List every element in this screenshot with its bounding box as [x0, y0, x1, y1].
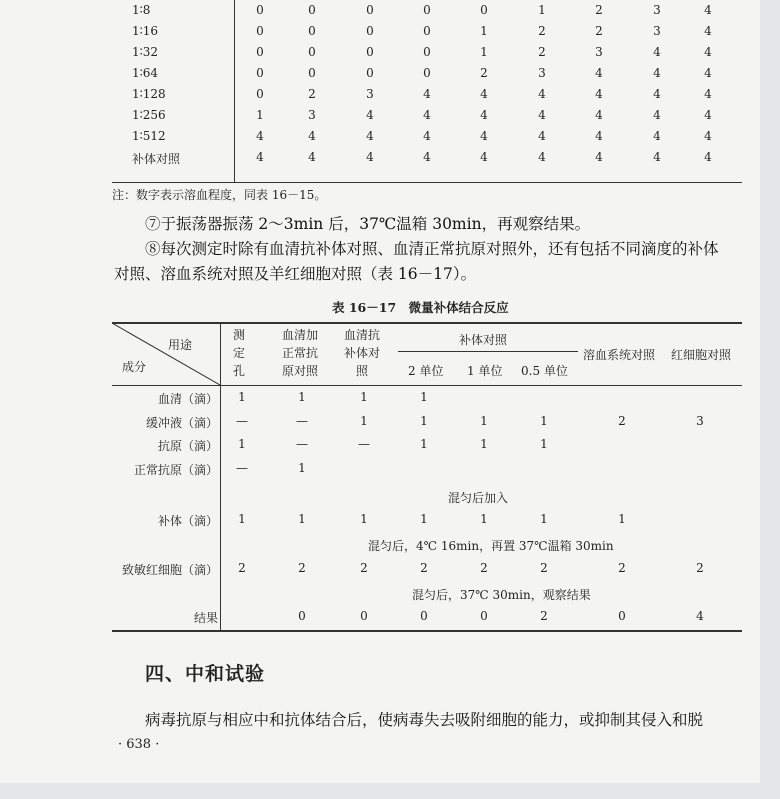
table-cell: 4	[704, 87, 712, 101]
row-label: 缓冲液（滴）	[145, 416, 218, 430]
table-cell: 3	[653, 24, 661, 38]
col-header-test-well: 测 定 孔	[233, 328, 246, 378]
table-cell: —	[236, 414, 248, 428]
paragraph-neutralization: 病毒抗原与相应中和抗体结合后，使病毒失去吸附细胞的能力，或抑制其侵入和脱	[145, 711, 704, 729]
table-cell: 0	[423, 24, 431, 38]
row-label: 补体对照	[132, 152, 181, 166]
table-cell: 1	[360, 390, 368, 404]
table-note: 注：数字表示溶血程度，同表 16－15。	[112, 188, 327, 202]
table-row	[112, 42, 742, 63]
table-cell: 0	[366, 24, 374, 38]
table-cell: 0	[308, 3, 316, 17]
table-cell: 2	[308, 87, 316, 101]
table-cell: 0	[308, 66, 316, 80]
table-cell: 2	[480, 66, 488, 80]
table-cell: 1	[420, 437, 428, 451]
table-cell: 2	[540, 609, 548, 623]
table-cell: 1	[480, 437, 488, 451]
table-cell: 4	[538, 129, 546, 143]
table-cell: 3	[538, 66, 546, 80]
table-cell: 4	[595, 108, 603, 122]
table-cell: 4	[704, 129, 712, 143]
col-header-2-units: 2 单位	[408, 364, 444, 378]
table-cell: 2	[298, 561, 306, 575]
table-row	[112, 126, 742, 147]
table-cell: 2	[538, 45, 546, 59]
row-label: 1∶16	[132, 24, 159, 38]
table-cell: 0	[256, 87, 264, 101]
table-cell: 1	[360, 414, 368, 428]
table-cell: 4	[480, 129, 488, 143]
table-cell: 1	[420, 390, 428, 404]
table-cell: 4	[538, 108, 546, 122]
table-cell: 4	[704, 45, 712, 59]
row-label: 1∶256	[132, 108, 166, 122]
table-cell: 3	[653, 3, 661, 17]
table-cell: 0	[366, 45, 374, 59]
table-cell: 3	[308, 108, 316, 122]
table-cell: 0	[298, 609, 306, 623]
table-cell: 4	[366, 129, 374, 143]
table-row	[112, 63, 742, 84]
table-cell: 4	[653, 45, 661, 59]
group-rule	[398, 351, 578, 352]
col-header-hemolytic-control: 溶血系统对照	[583, 348, 656, 362]
table-cell: 4	[595, 129, 603, 143]
row-label: 1∶32	[132, 45, 159, 59]
section-heading: 四、中和试验	[145, 663, 266, 685]
table-cell: 4	[653, 66, 661, 80]
table-cell: 2	[538, 24, 546, 38]
table-cell: 4	[653, 129, 661, 143]
table-cell: 3	[696, 414, 704, 428]
row-label: 正常抗原（滴）	[133, 463, 218, 477]
col-header-0.5-unit: 0.5 单位	[521, 364, 568, 378]
table-cell: 4	[480, 150, 488, 164]
table-cell: 2	[540, 561, 548, 575]
row-label: 结果	[193, 611, 218, 625]
table-bottom-rule	[112, 630, 742, 632]
table-cell: 4	[256, 129, 264, 143]
table-cell: 4	[423, 87, 431, 101]
corner-label-usage: 用途	[168, 338, 193, 352]
col-header-rbc-control: 红细胞对照	[671, 348, 732, 362]
row-label: 抗原（滴）	[157, 439, 218, 453]
table-cell: 0	[366, 66, 374, 80]
table-cell: 4	[653, 108, 661, 122]
corner-label-component: 成分	[122, 360, 147, 374]
row-label: 1∶128	[132, 87, 166, 101]
table-stub-divider	[220, 323, 221, 630]
table-cell: 1	[618, 512, 626, 526]
table-cell: 0	[423, 66, 431, 80]
table-cell: 1	[480, 414, 488, 428]
col-header-serum-normal-antigen: 血清加 正常抗 原对照	[282, 328, 319, 378]
table-row	[112, 147, 742, 168]
merged-row-incubate: 混匀后，4℃ 16min，再置 37℃温箱 30min	[368, 539, 614, 553]
paragraph-step-8: ⑧每次测定时除有血清抗补体对照、血清正常抗原对照外，还有包括不同滴度的补体	[145, 240, 719, 258]
merged-row-observe: 混匀后，37℃ 30min，观察结果	[412, 588, 591, 602]
table-row	[112, 21, 742, 42]
table-cell: 3	[366, 87, 374, 101]
table-cell: 4	[480, 87, 488, 101]
table-row	[112, 84, 742, 105]
table-cell: 2	[618, 561, 626, 575]
table-cell: 4	[423, 108, 431, 122]
table-cell: 4	[595, 66, 603, 80]
table-cell: 0	[256, 24, 264, 38]
table-cell: 1	[538, 3, 546, 17]
table-row	[112, 105, 742, 126]
table-cell: 0	[308, 24, 316, 38]
table-cell: —	[236, 461, 248, 475]
merged-row-mix-add: 混匀后加入	[448, 491, 509, 505]
table-cell: 0	[480, 3, 488, 17]
row-label: 1∶64	[132, 66, 159, 80]
table-cell: 4	[704, 108, 712, 122]
table-cell: 1	[540, 437, 548, 451]
table-cell: 4	[366, 150, 374, 164]
table-cell: 1	[480, 512, 488, 526]
table-cell: 0	[423, 3, 431, 17]
table-cell: 4	[538, 87, 546, 101]
page-bottom-shadow	[0, 783, 780, 799]
table-cell: 4	[704, 24, 712, 38]
table-header-rule	[112, 385, 742, 386]
table-cell: 0	[256, 3, 264, 17]
page-number: · 638 ·	[118, 737, 160, 752]
table-cell: 1	[298, 512, 306, 526]
corner-diagonal	[112, 323, 220, 385]
table-cell: 1	[256, 108, 264, 122]
table-cell: 2	[595, 3, 603, 17]
table-cell: 3	[595, 45, 603, 59]
table-cell: 1	[420, 414, 428, 428]
table-cell: 1	[480, 24, 488, 38]
table-cell: 1	[420, 512, 428, 526]
table-cell: 2	[360, 561, 368, 575]
table-cell: 4	[423, 129, 431, 143]
table-cell: 4	[366, 108, 374, 122]
table-cell: 1	[238, 437, 246, 451]
table-caption: 表 16－17 微量补体结合反应	[332, 300, 509, 315]
table-cell: 2	[595, 24, 603, 38]
col-group-complement-control: 补体对照	[459, 333, 508, 347]
table-cell: 1	[238, 512, 246, 526]
table-cell: 4	[256, 150, 264, 164]
paragraph-step-7: ⑦于振荡器振荡 2～3min 后，37℃温箱 30min，再观察结果。	[145, 215, 591, 233]
table-cell: 0	[308, 45, 316, 59]
row-label: 1∶8	[132, 3, 151, 17]
table-cell: —	[358, 437, 370, 451]
table-cell: 0	[423, 45, 431, 59]
table-cell: —	[296, 437, 308, 451]
table-cell: 4	[653, 150, 661, 164]
table-cell: 4	[308, 150, 316, 164]
table-cell: 4	[538, 150, 546, 164]
table-cell: 4	[423, 150, 431, 164]
col-header-1-unit: 1 单位	[467, 364, 503, 378]
table-cell: 0	[256, 45, 264, 59]
table-cell: 0	[480, 609, 488, 623]
table-cell: 1	[238, 390, 246, 404]
table-cell: 1	[540, 512, 548, 526]
table-cell: 1	[540, 414, 548, 428]
paragraph-step-8-cont: 对照、溶血系统对照及羊红细胞对照（表 16－17）。	[114, 265, 477, 283]
table-cell: 1	[298, 390, 306, 404]
table-cell: 2	[480, 561, 488, 575]
row-label: 致敏红细胞（滴）	[121, 563, 218, 577]
col-header-serum-anticomplement: 血清抗 补体对 照	[344, 328, 381, 378]
table-cell: 2	[618, 414, 626, 428]
table-cell: 4	[696, 609, 704, 623]
table-cell: 4	[480, 108, 488, 122]
row-label: 1∶512	[132, 129, 166, 143]
page-edge-shadow	[760, 0, 780, 799]
table-cell: 4	[308, 129, 316, 143]
row-label: 血清（滴）	[157, 392, 218, 406]
table-cell: 4	[704, 3, 712, 17]
table-cell: 0	[360, 609, 368, 623]
table-cell: 4	[653, 87, 661, 101]
table-row	[112, 0, 742, 21]
table-cell: 2	[238, 561, 246, 575]
table-cell: 1	[298, 461, 306, 475]
table-cell: 0	[256, 66, 264, 80]
table-cell: 4	[595, 150, 603, 164]
table-cell: 0	[420, 609, 428, 623]
table-cell: 1	[360, 512, 368, 526]
table-cell: 2	[696, 561, 704, 575]
table-cell: 1	[480, 45, 488, 59]
table-cell: 4	[595, 87, 603, 101]
table-cell: 4	[704, 150, 712, 164]
row-label: 补体（滴）	[157, 514, 218, 528]
table-bottom-rule	[112, 182, 742, 183]
table-cell: 0	[366, 3, 374, 17]
table-cell: 4	[704, 66, 712, 80]
table-cell: 0	[618, 609, 626, 623]
table-cell: 2	[420, 561, 428, 575]
table-cell: —	[296, 414, 308, 428]
